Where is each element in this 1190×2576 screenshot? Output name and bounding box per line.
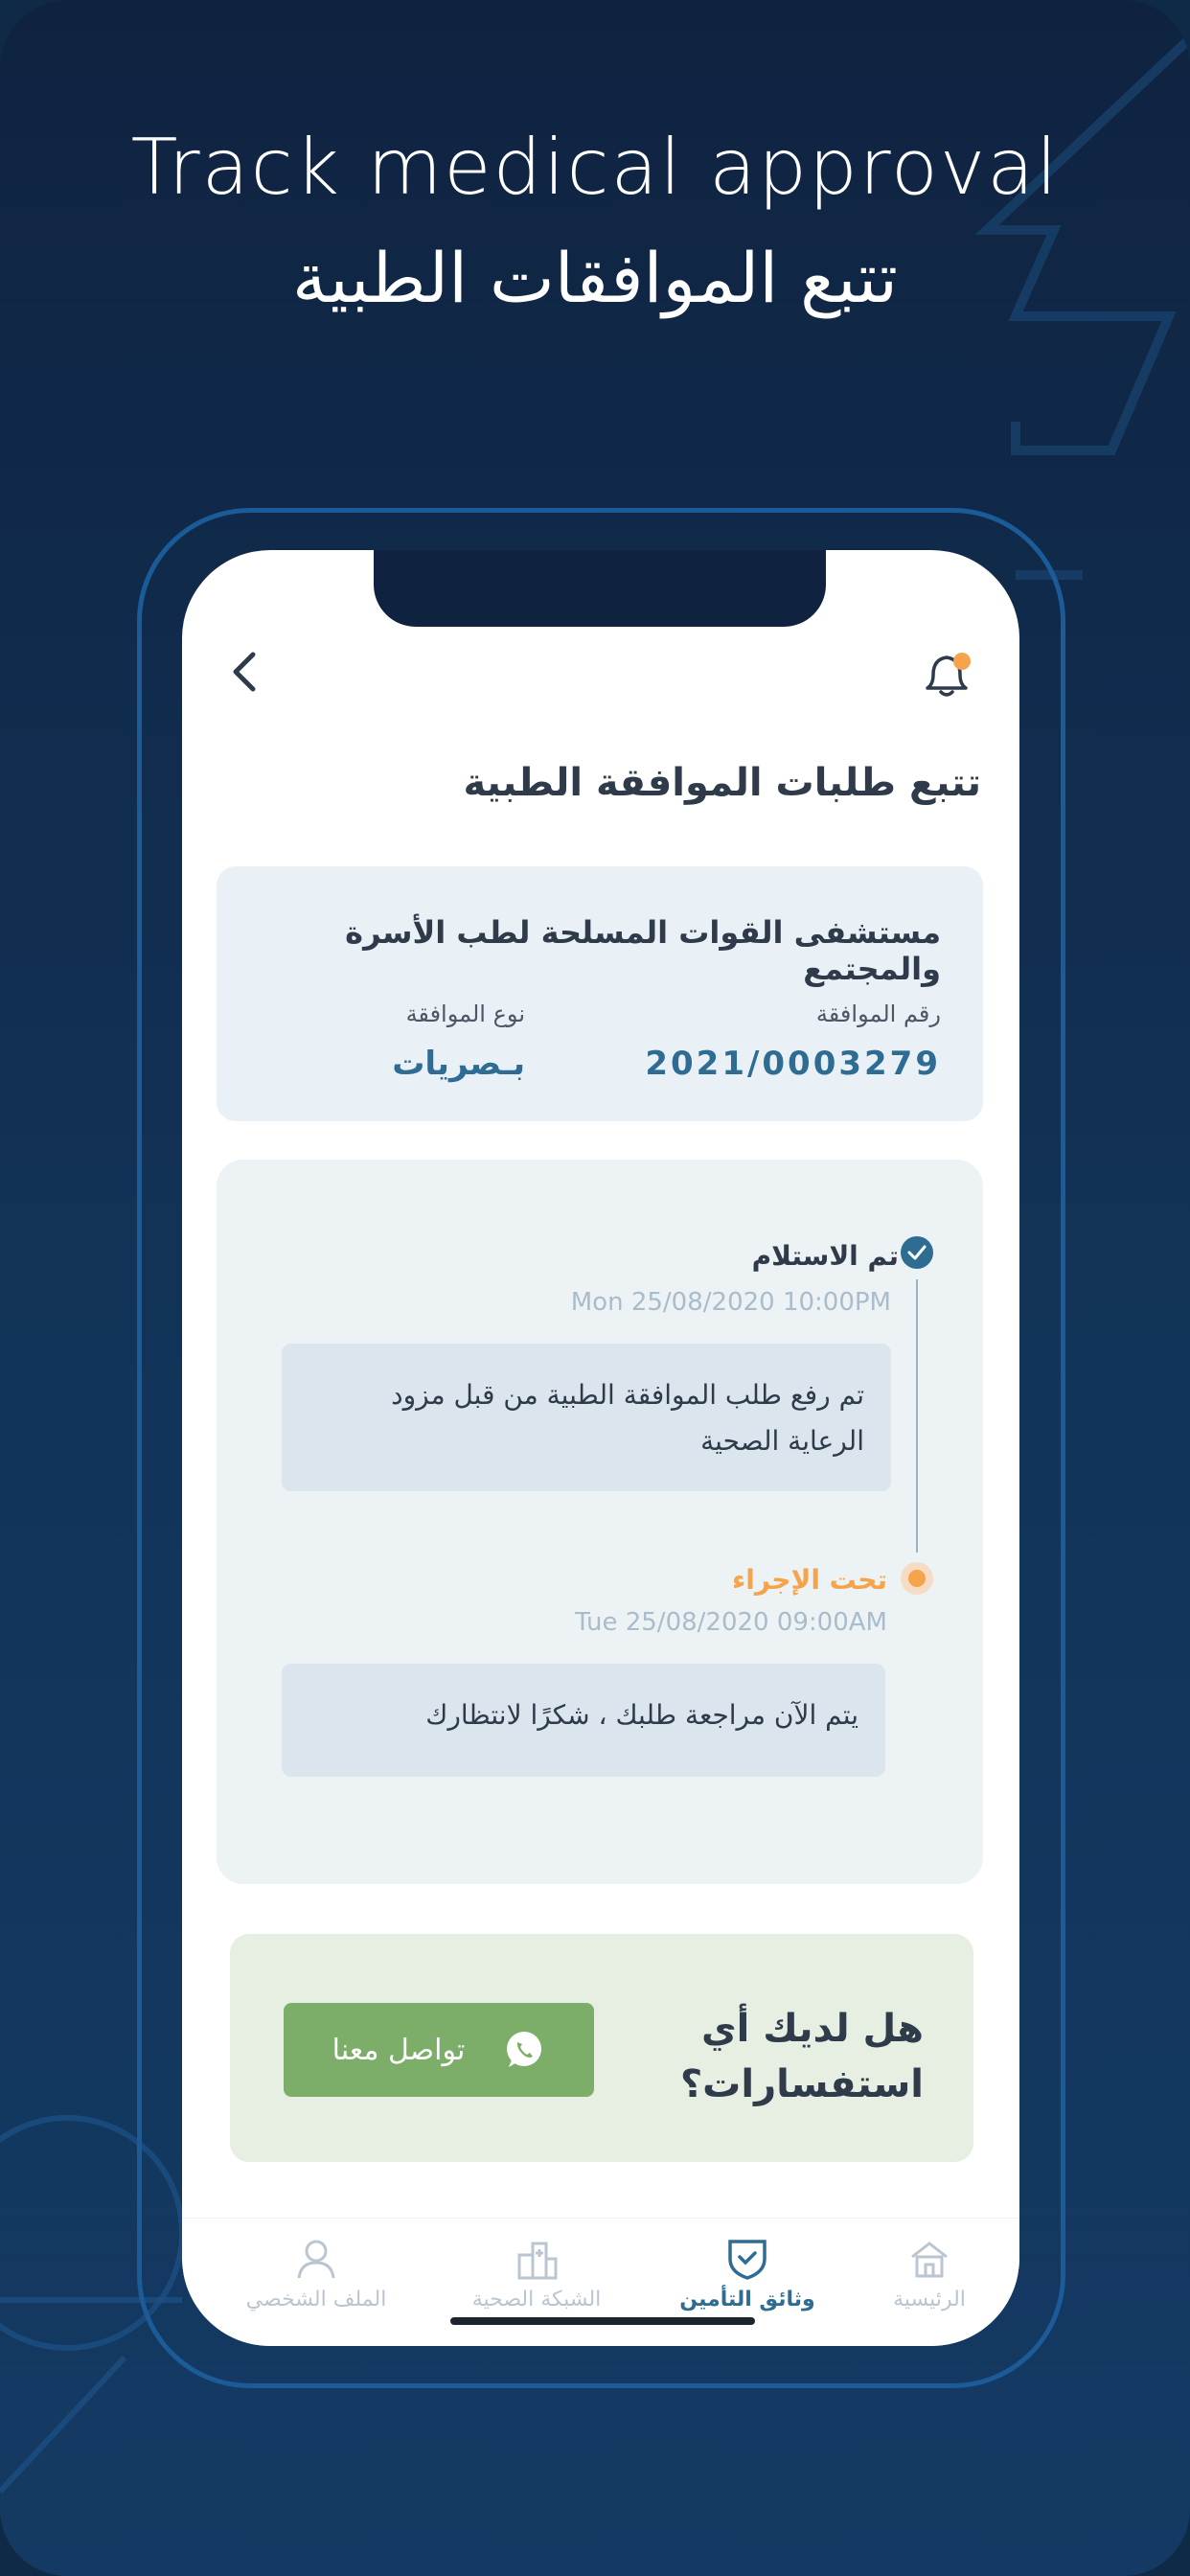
approval-type-value: بـصريات xyxy=(392,1045,525,1083)
approval-number-label: رقم الموافقة xyxy=(815,1000,941,1027)
approval-summary-card xyxy=(217,866,983,1121)
hospital-name: مستشفى القوات المسلحة لطب الأسرة والمجتمع xyxy=(345,914,941,987)
tab-label: وثائق التأمين xyxy=(679,2288,815,2312)
timeline-step-date: Mon 25/08/2020 10:00PM xyxy=(570,1288,891,1317)
tab-home[interactable] xyxy=(853,2236,1006,2312)
tab-label: الرئيسية xyxy=(893,2288,966,2312)
home-indicator xyxy=(450,2317,755,2325)
check-icon xyxy=(901,1236,933,1269)
notification-badge xyxy=(953,653,971,670)
page-title: تتبع طلبات الموافقة الطبية xyxy=(463,761,981,805)
bottom-tab-bar xyxy=(182,2218,1019,2346)
timeline-step-title: تم الاستلام xyxy=(751,1240,899,1272)
contact-button-label: تواصل معنا xyxy=(332,2033,466,2067)
approval-number-value: 2021/0003279 xyxy=(645,1045,941,1083)
whatsapp-icon xyxy=(503,2029,545,2071)
timeline-step-title: تحت الإجراء xyxy=(731,1564,887,1596)
back-button[interactable] xyxy=(220,648,268,696)
phone-notch xyxy=(374,550,826,627)
user-icon xyxy=(293,2236,339,2282)
tab-insurance-documents[interactable] xyxy=(671,2236,824,2312)
phone-screen xyxy=(182,550,1019,2346)
timeline-step-message: تم رفع طلب الموافقة الطبية من قبل مزود الرعاية الصحية xyxy=(282,1344,891,1491)
tab-profile[interactable] xyxy=(240,2236,393,2312)
timeline-step-message: يتم الآن مراجعة طلبك ، شكرًا لانتظارك xyxy=(282,1664,885,1777)
approval-type-label: نوع الموافقة xyxy=(405,1000,525,1027)
shield-icon xyxy=(724,2236,770,2282)
tab-health-network[interactable] xyxy=(460,2236,613,2312)
contact-card xyxy=(230,1934,973,2162)
notifications-button[interactable] xyxy=(920,646,977,700)
pending-dot-icon xyxy=(901,1562,933,1595)
timeline-connector xyxy=(916,1279,918,1552)
hospital-icon xyxy=(514,2236,560,2282)
approval-timeline-card xyxy=(217,1160,983,1884)
chevron-left-icon xyxy=(230,651,259,693)
tab-label: الشبكة الصحية xyxy=(471,2288,602,2312)
contact-question: هل لديك أي استفسارات؟ xyxy=(679,2007,924,2106)
bell-icon xyxy=(920,646,977,700)
timeline-step-date: Tue 25/08/2020 09:00AM xyxy=(575,1608,887,1637)
hero-title-ar: تتبع الموافقات الطبية xyxy=(292,238,898,318)
hero-title-en: Track medical approval xyxy=(130,123,1060,212)
tab-label: الملف الشخصي xyxy=(245,2288,387,2312)
home-icon xyxy=(906,2236,952,2282)
contact-us-button[interactable] xyxy=(284,2003,594,2097)
